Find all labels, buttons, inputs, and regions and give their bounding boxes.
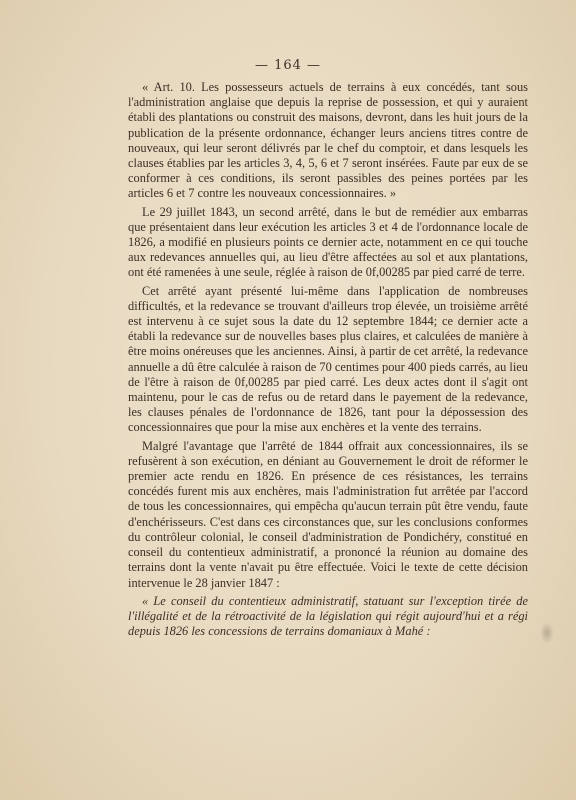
paragraph-decision-1847: Malgré l'avantage que l'arrêté de 1844 offrait aux concessionnaires, ils se refusèrent à son exécution, en déniant au Gouvernement le droit de réformer le premier acte rendu en 1826. En présence de ces résistances, les terrains concédés furent mis aux enchères, mais l'administration fut arrêtée par l'accord de tous les concessionnaires, qui empêcha qu'aucun terrain pût être vendu, faute d'enchérisseurs. C'est dans ces circonstances que, sur les conclusions conformes du contrôleur colonial, le conseil d'administration de Pondichéry, constitué en conseil du contentieux administratif, a prononcé la réunion au domaine des terrains dont la vente n'avait pu être effectuée. Voici le texte de cette décision intervenue le 28 janvier 1847 : [128,438,528,590]
paragraph-article-10: « Art. 10. Les possesseurs actuels de terrains à eux concédés, tant sous l'administration anglaise que depuis la reprise de possession, et qui y auraient établi des plantations ou construit des maisons, devront, dans les huit jours de la publication de la présente ordonnance, échanger leurs anciens titres contre de nouveaux, qui leur seront délivrés par le chef du comptoir, et dans lesquels les clauses établies par les articles 3, 4, 5, 6 et 7 seront insérées. Faute par eux de se conformer à ces conditions, ils seront passibles des peines portées par les articles 6 et 7 contre les nouveaux concessionnaires. » [128,80,528,201]
paragraph-arrete-1844: Cet arrêté ayant présenté lui-même dans l'application de nombreuses difficultés, et la redevance se trouvant d'ailleurs trop élevée, un troisième arrêté est intervenu à ce sujet sous la date du 12 septembre 1844; ce dernier acte a établi la redevance sur de nouvelles bases plus claires, et calculées de manière à être moins onéreuses que les anciennes. Ainsi, à partir de cet arrêté, la redevance annuelle a dû être calculée à raison de 70 centimes pour 400 pieds carrés, au lieu de l'être à raison de 0f,00285 par pied carré. Les deux actes dont il s'agit ont maintenu, pour le cas de refus ou de retard dans le payement de la redevance, les clauses pénales de l'ordonnance de 1826, tant pour la dépossession des concessionnaires que pour la mise aux enchères et la vente des terrains. [128,283,528,435]
body-text [128,80,528,642]
paragraph-arrete-1843: Le 29 juillet 1843, un second arrêté, dans le but de remédier aux embarras que présentaient dans leur exécution les articles 3 et 4 de l'ordonnance locale de 1826, a modifié en plusieurs points ce dernier acte, notamment en ce qui touche aux redevances annuelles qui, au lieu d'être affectées au sol et aux plantations, ont été ramenées à une seule, réglée à raison de 0f,00285 par pied carré de terre. [128,204,528,280]
page-number: — 164 — [254,58,322,73]
margin-smudge [540,622,554,644]
paragraph-conseil-quote: « Le conseil du contentieux administratif, statuant sur l'exception tirée de l'illégalité et de la rétroactivité de la législation qui régit aujourd'hui et a régi depuis 1826 les concessions de terrains domaniaux à Mahé : [128,593,528,639]
